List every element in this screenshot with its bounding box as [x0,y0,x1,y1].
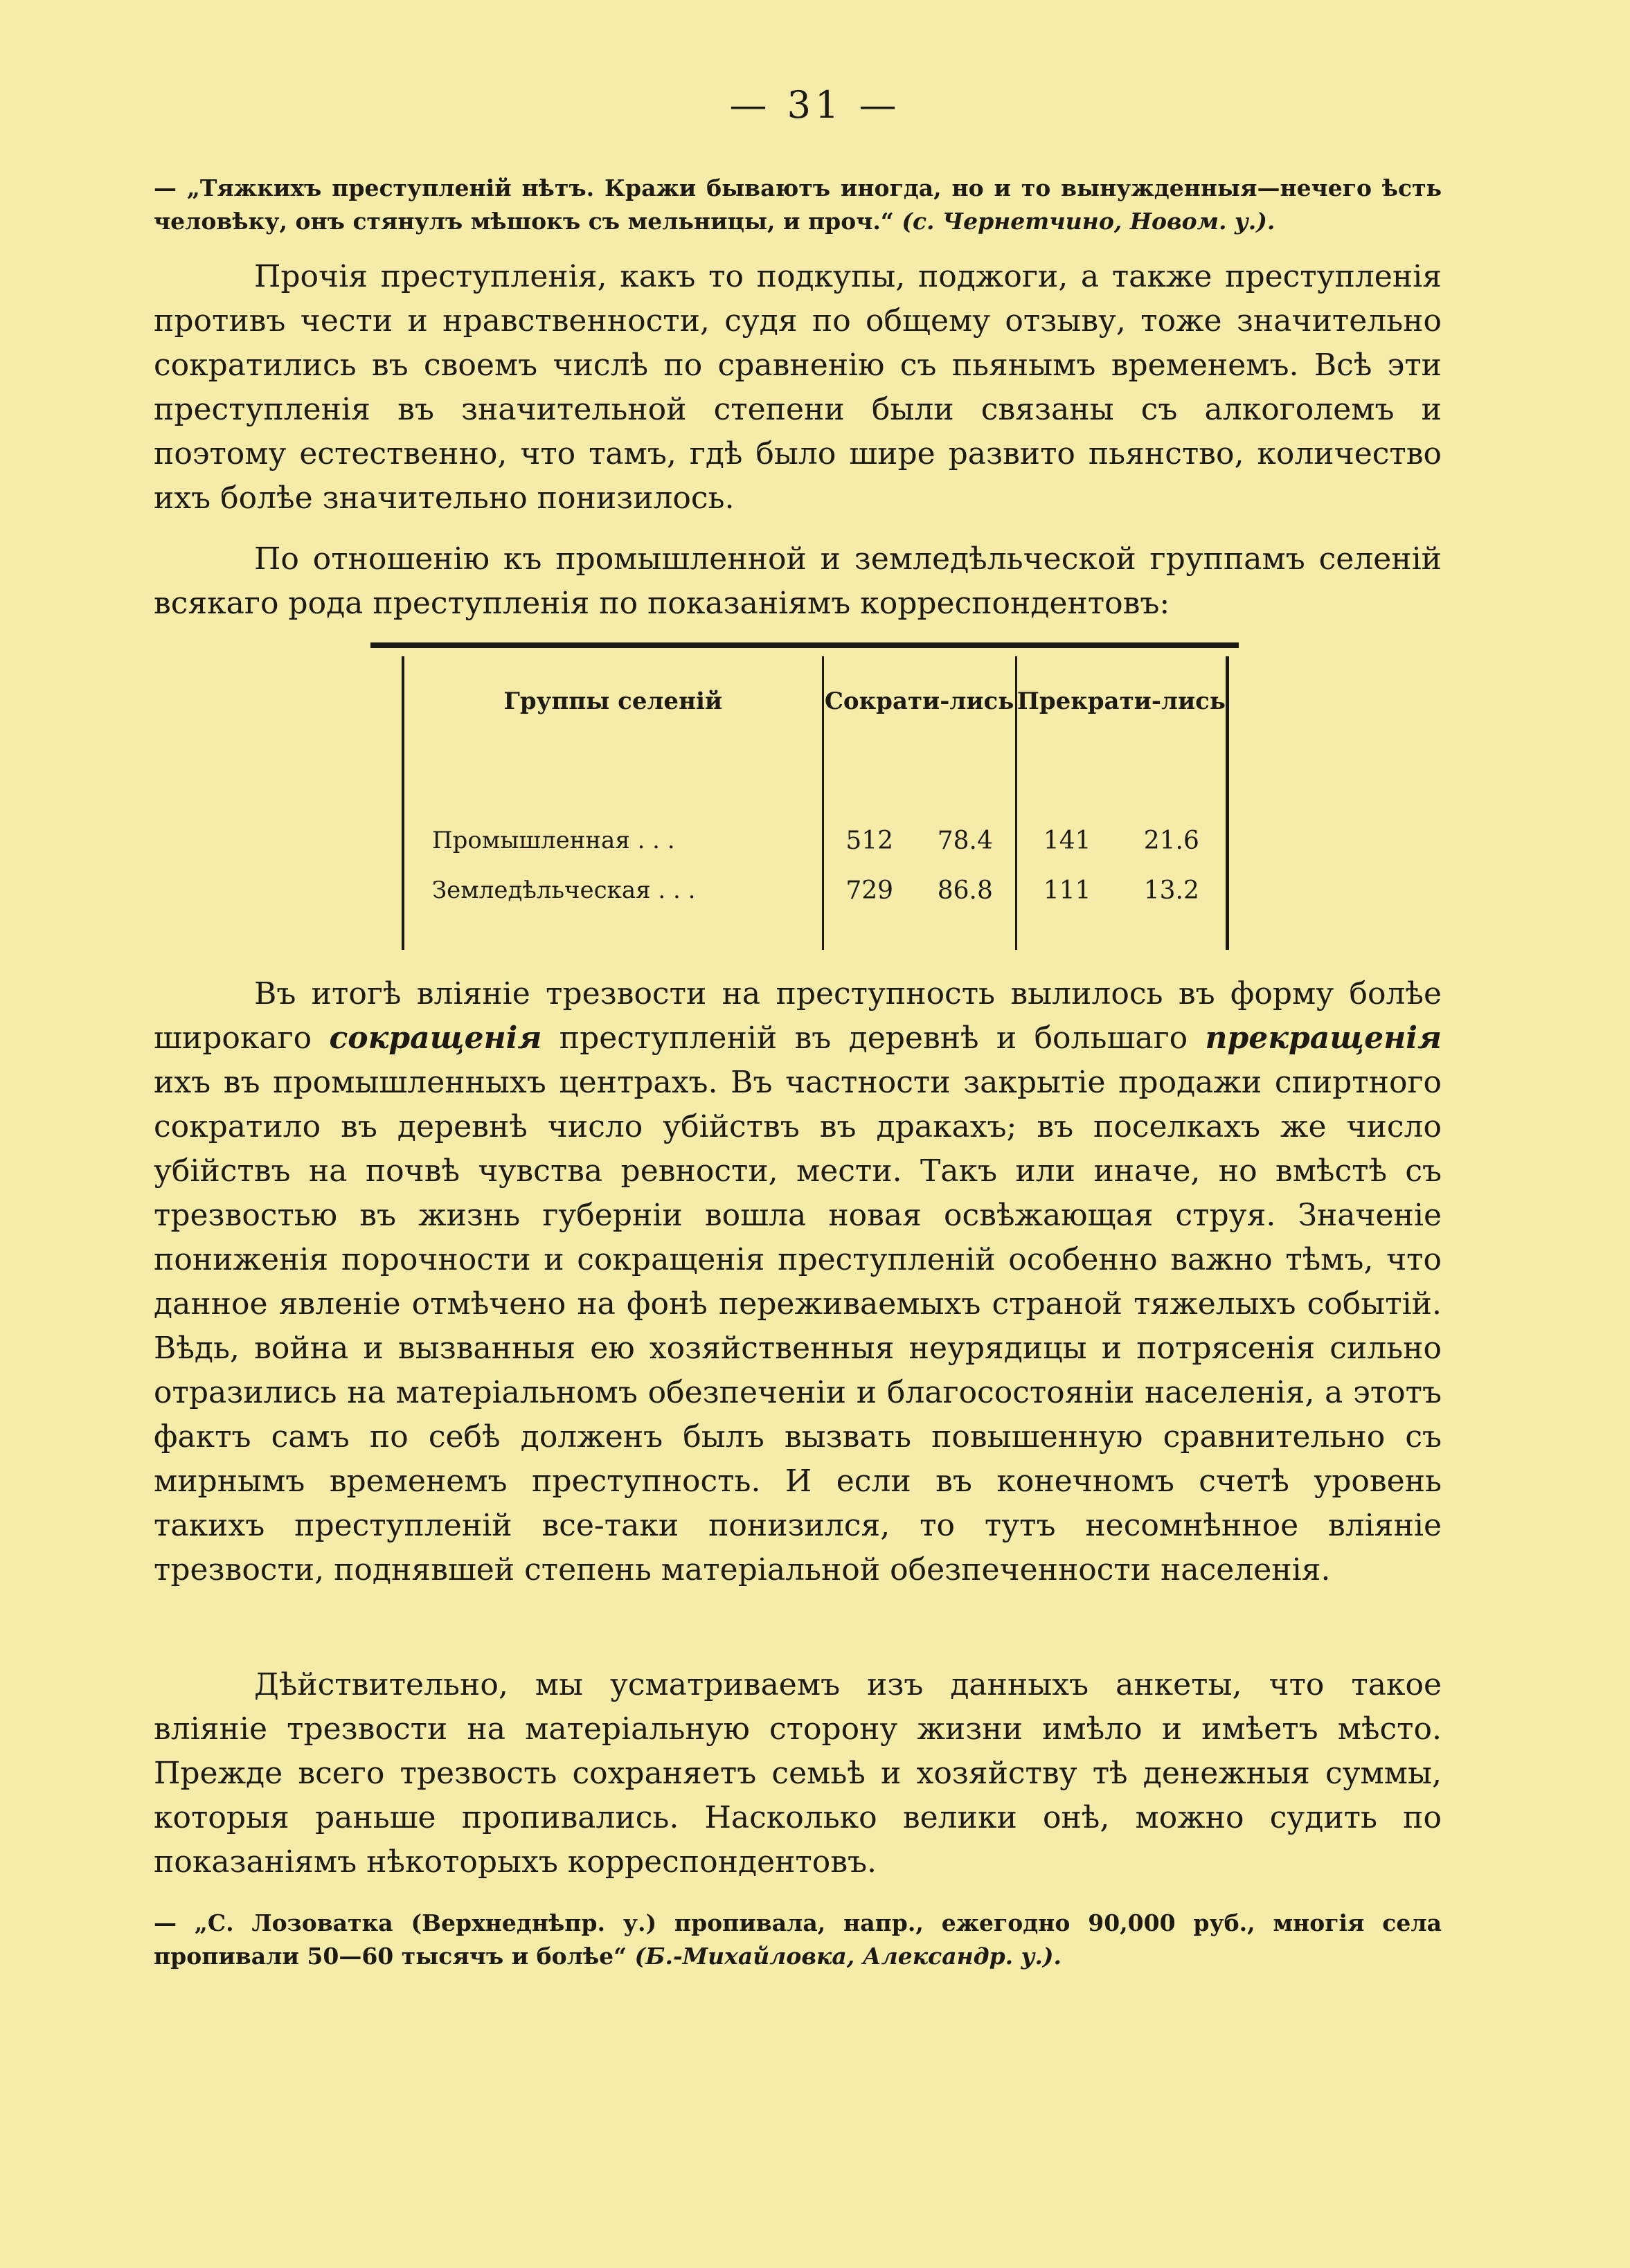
table-row [403,865,1228,915]
quote-block-2 [154,1907,1442,1973]
reduced-count: 512 [845,826,894,855]
row-group-label: Земледѣльческая . . . [403,865,823,915]
stopped-percent: 21.6 [1143,826,1199,855]
emphasis-cessation: прекращенія [1205,1020,1442,1056]
emphasis-reduction: сокращенія [329,1020,542,1056]
table-top-rule [370,642,1239,648]
header-group: Группы селеній [403,656,823,746]
quote-block-1 [154,172,1442,238]
reduced-count: 729 [845,876,894,905]
paragraph-3 [154,972,1442,1592]
paragraph-2: По отношенію къ промышленной и земледѣльческой группамъ селеній всякаго рода преступленія по показаніямъ корреспондентовъ: [154,541,1442,621]
quote-text: — „С. Лозоватка (Верхнеднѣпр. у.) пропивала, напр., ежегодно 90,000 руб., многія села пропивали 50—60 тысячъ и болѣе“ [154,1909,1442,1970]
page-number: — 31 — [729,83,901,127]
header-stopped: Прекрати-лись [1016,656,1227,746]
quote-text: — „Тяжкихъ преступленій нѣтъ. Кражи бываютъ иногда, но и то вынужденныя—нечего ѣсть человѣку, онъ стянулъ мѣшокъ съ мельницы, и проч.“ [154,174,1442,235]
paragraph-3-part-3: ихъ въ промышленныхъ центрахъ. Въ частности закрытіе продажи спиртного сократило въ деревнѣ число убійствъ въ дракахъ; въ поселкахъ же число убійствъ на почвѣ чувства ревности, мести. Такъ или иначе, но вмѣстѣ съ трезвостью въ жизнь губерніи вошла новая освѣжающая струя. Значеніе пониженія порочности и сокращенія преступленій особенно важно тѣмъ, что данное явленіе отмѣчено на фонѣ переживаемыхъ страной тяжелыхъ событій. Вѣдь, война и вызванныя ею хозяйственныя неурядицы и потрясенія сильно отразились на матеріальномъ обезпеченіи и благосостояніи населенія, а этотъ фактъ самъ по себѣ долженъ былъ вызвать повышенную сравнительно съ мирнымъ временемъ преступность. И если въ конечномъ счетѣ уровень такихъ преступленій все-таки понизился, то тутъ несомнѣнное вліяніе трезвости, поднявшей степень матеріальной обезпеченности населенія. [154,1065,1442,1587]
quote-source: (с. Чернетчино, Новом. у.). [902,208,1275,235]
row-group-label: Промышленная . . . [403,816,823,865]
stopped-count: 111 [1043,876,1091,905]
paragraph-4: Дѣйствительно, мы усматриваемъ изъ данныхъ анкеты, что такое вліяніе трезвости на матеріальную сторону жизни имѣло и имѣетъ мѣсто. Прежде всего трезвость сохраняетъ семьѣ и хозяйству тѣ денежныя суммы, которыя раньше пропивались. Насколько велики онѣ, можно судить по показаніямъ нѣкоторыхъ корреспондентовъ. [154,1667,1442,1880]
stopped-count: 141 [1043,826,1091,855]
reduced-percent: 86.8 [937,876,993,905]
quote-source: (Б.-Михайловка, Александр. у.). [634,1943,1062,1970]
paragraph-3-part-2: преступленій въ деревнѣ и большаго [541,1020,1206,1056]
paragraph-3-part-1: Въ итогѣ вліяніе трезвости на преступность вылилось въ форму болѣе широкаго [154,976,1442,1056]
header-reduced: Сократи-лись [823,656,1016,746]
paragraph-1: Прочія преступленія, какъ то подкупы, поджоги, а также преступленія противъ чести и нравственности, судя по общему отзыву, тоже значительно сократились въ своемъ числѣ по сравненію съ пьянымъ временемъ. Всѣ эти преступленія въ значительной степени были связаны съ алкоголемъ и поэтому естественно, что тамъ, гдѣ было шире развито пьянство, количество ихъ болѣе значительно понизилось. [154,259,1442,516]
reduced-percent: 78.4 [937,826,993,855]
stopped-percent: 13.2 [1143,876,1199,905]
table-row [403,816,1228,865]
